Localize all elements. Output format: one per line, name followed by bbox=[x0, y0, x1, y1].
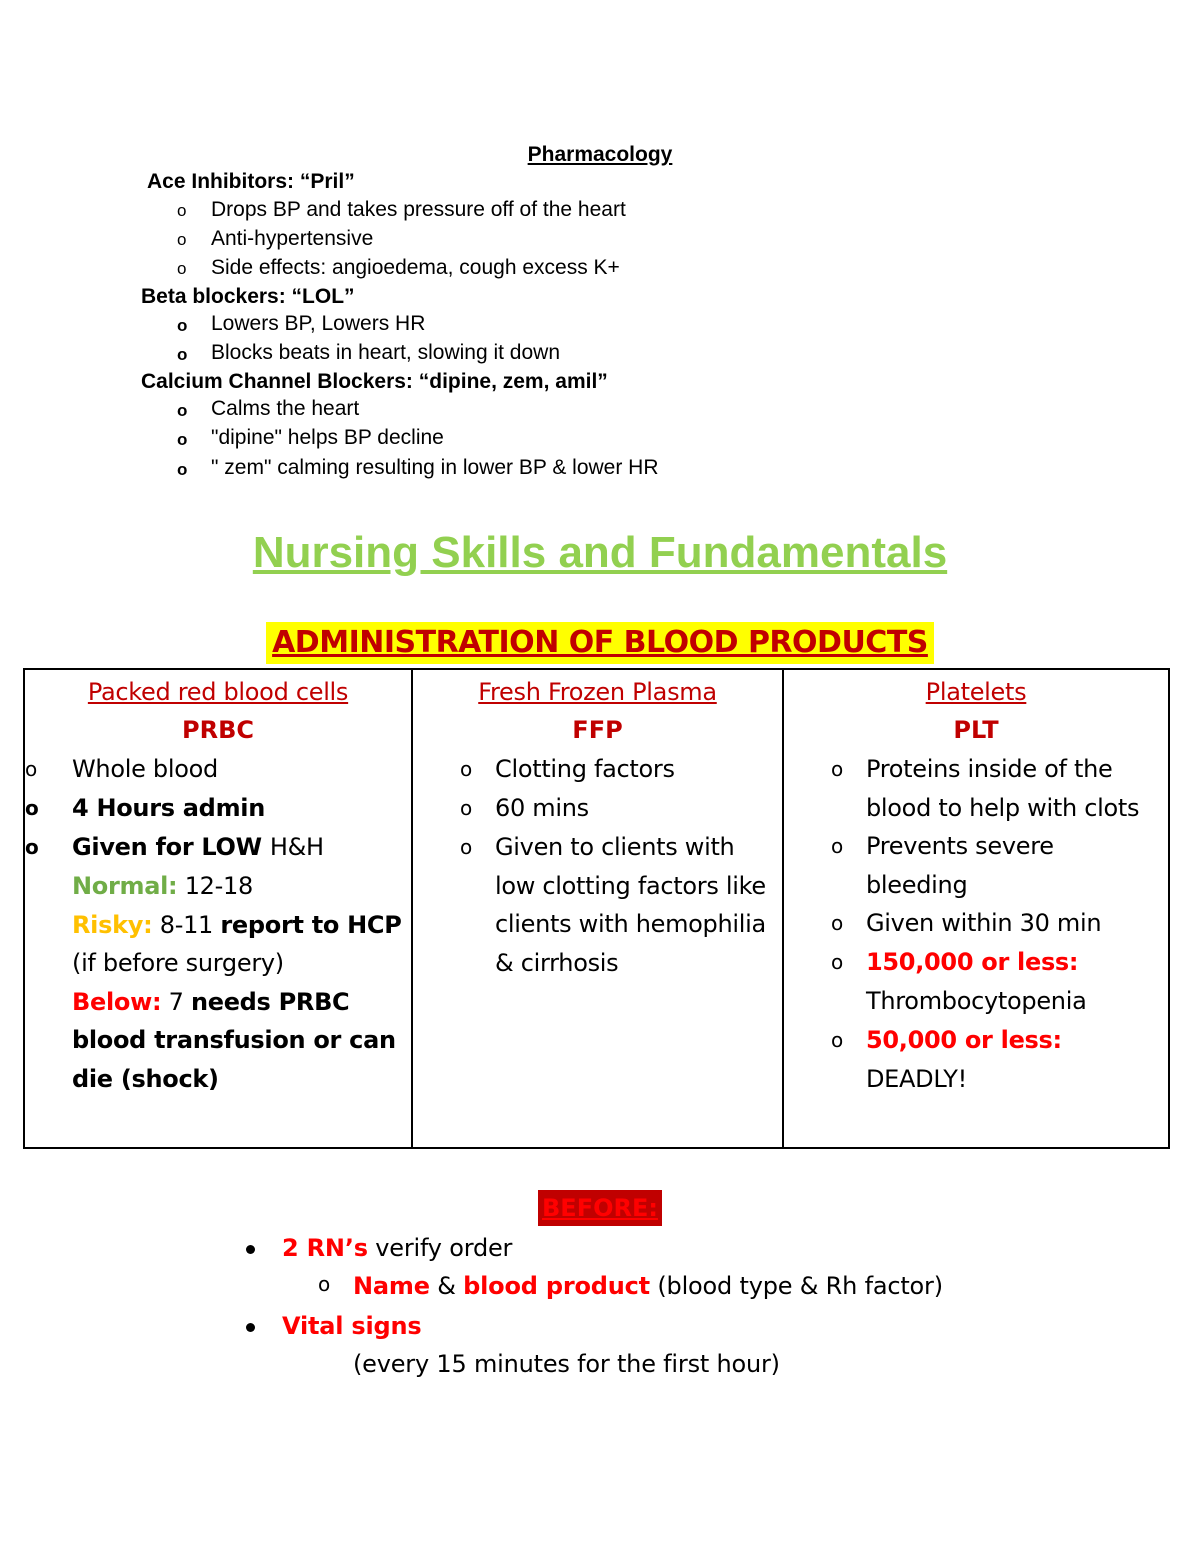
bullet-icon: o bbox=[177, 201, 187, 220]
admin-heading: ADMINISTRATION OF BLOOD PRODUCTS bbox=[266, 622, 934, 664]
list-item: o Proteins inside of the blood to help with clots bbox=[866, 750, 1158, 827]
bullet-icon bbox=[246, 1245, 255, 1254]
before-heading: BEFORE: bbox=[538, 1190, 662, 1226]
ace-item: Anti-hypertensive bbox=[211, 227, 374, 250]
ace-item: Side effects: angioedema, cough excess K+ bbox=[211, 256, 620, 279]
list-item: o Given to clients with low clotting factors like clients with hemophilia & cirrhosis bbox=[495, 828, 772, 982]
list-item: o Given within 30 min bbox=[866, 904, 1158, 943]
bullet-icon bbox=[246, 1323, 255, 1332]
ffp-heading: Fresh Frozen Plasma bbox=[478, 678, 717, 706]
prbc-column bbox=[25, 670, 413, 1147]
ccb-item: " zem" calming resulting in lower BP & lower HR bbox=[211, 456, 659, 479]
ccb-item: Calms the heart bbox=[211, 397, 360, 420]
list-item: o 60 mins bbox=[495, 789, 772, 828]
bullet-icon: o bbox=[831, 1028, 843, 1052]
bullet-icon: o bbox=[460, 835, 472, 859]
before-item: 2 RN’s verify order bbox=[282, 1234, 513, 1262]
bullet-icon: o bbox=[177, 316, 188, 335]
risky-range: Risky: 8-11 report to HCP bbox=[72, 910, 402, 939]
bullet-icon: o bbox=[460, 757, 472, 781]
section-title: Nursing Skills and Fundamentals bbox=[252, 528, 948, 577]
ccb-item: "dipine" helps BP decline bbox=[211, 426, 444, 449]
plt-heading: Platelets bbox=[925, 678, 1027, 706]
pharmacology-title: Pharmacology bbox=[527, 143, 673, 166]
bullet-icon: o bbox=[177, 430, 188, 449]
bullet-icon: o bbox=[177, 460, 188, 479]
ace-item: Drops BP and takes pressure off of the heart bbox=[211, 198, 626, 221]
below-range: Below: 7 needs PRBC blood transfusion or can die (shock) bbox=[72, 987, 396, 1093]
before-note: (every 15 minutes for the first hour) bbox=[353, 1350, 780, 1378]
plt-abbr: PLT bbox=[953, 716, 999, 744]
ffp-abbr: FFP bbox=[572, 716, 623, 744]
list-item: o 50,000 or less: DEADLY! bbox=[866, 1021, 1158, 1099]
prbc-abbr: PRBC bbox=[182, 716, 254, 744]
list-item: o Clotting factors bbox=[495, 750, 772, 789]
blood-products-table bbox=[23, 668, 1170, 1149]
bullet-icon: o bbox=[177, 230, 187, 249]
bullet-icon: o bbox=[831, 834, 843, 858]
prbc-heading: Packed red blood cells bbox=[87, 678, 349, 706]
bullet-icon: o bbox=[177, 401, 188, 420]
beta-blockers-heading: Beta blockers: “LOL” bbox=[141, 285, 355, 308]
risky-note: (if before surgery) bbox=[72, 949, 284, 977]
bullet-icon: o bbox=[25, 796, 39, 820]
plt-column bbox=[784, 670, 1168, 1147]
list-item: o 150,000 or less: Thrombocytopenia bbox=[866, 943, 1158, 1021]
bullet-icon: o bbox=[177, 345, 188, 364]
bullet-icon: o bbox=[831, 757, 843, 781]
bullet-icon: o bbox=[318, 1272, 331, 1296]
ffp-column bbox=[413, 670, 784, 1147]
beta-item: Lowers BP, Lowers HR bbox=[211, 312, 426, 335]
before-subitem: Name & blood product (blood type & Rh factor) bbox=[353, 1272, 943, 1300]
list-item: o Given for LOW H&H bbox=[72, 828, 411, 867]
bullet-icon: o bbox=[25, 835, 39, 859]
list-item: o 4 Hours admin bbox=[72, 789, 411, 828]
ccb-heading: Calcium Channel Blockers: “dipine, zem, amil” bbox=[141, 370, 608, 393]
ace-inhibitors-heading: Ace Inhibitors: “Pril” bbox=[147, 170, 355, 193]
list-item: o Prevents severe bleeding bbox=[866, 827, 1158, 904]
beta-item: Blocks beats in heart, slowing it down bbox=[211, 341, 561, 364]
bullet-icon: o bbox=[460, 796, 472, 820]
before-item: Vital signs bbox=[282, 1312, 422, 1340]
bullet-icon: o bbox=[831, 911, 843, 935]
list-item: o Whole blood bbox=[72, 750, 411, 789]
bullet-icon: o bbox=[831, 950, 843, 974]
normal-range: Normal: 12-18 bbox=[72, 872, 253, 900]
bullet-icon: o bbox=[177, 259, 187, 278]
bullet-icon: o bbox=[25, 757, 37, 781]
